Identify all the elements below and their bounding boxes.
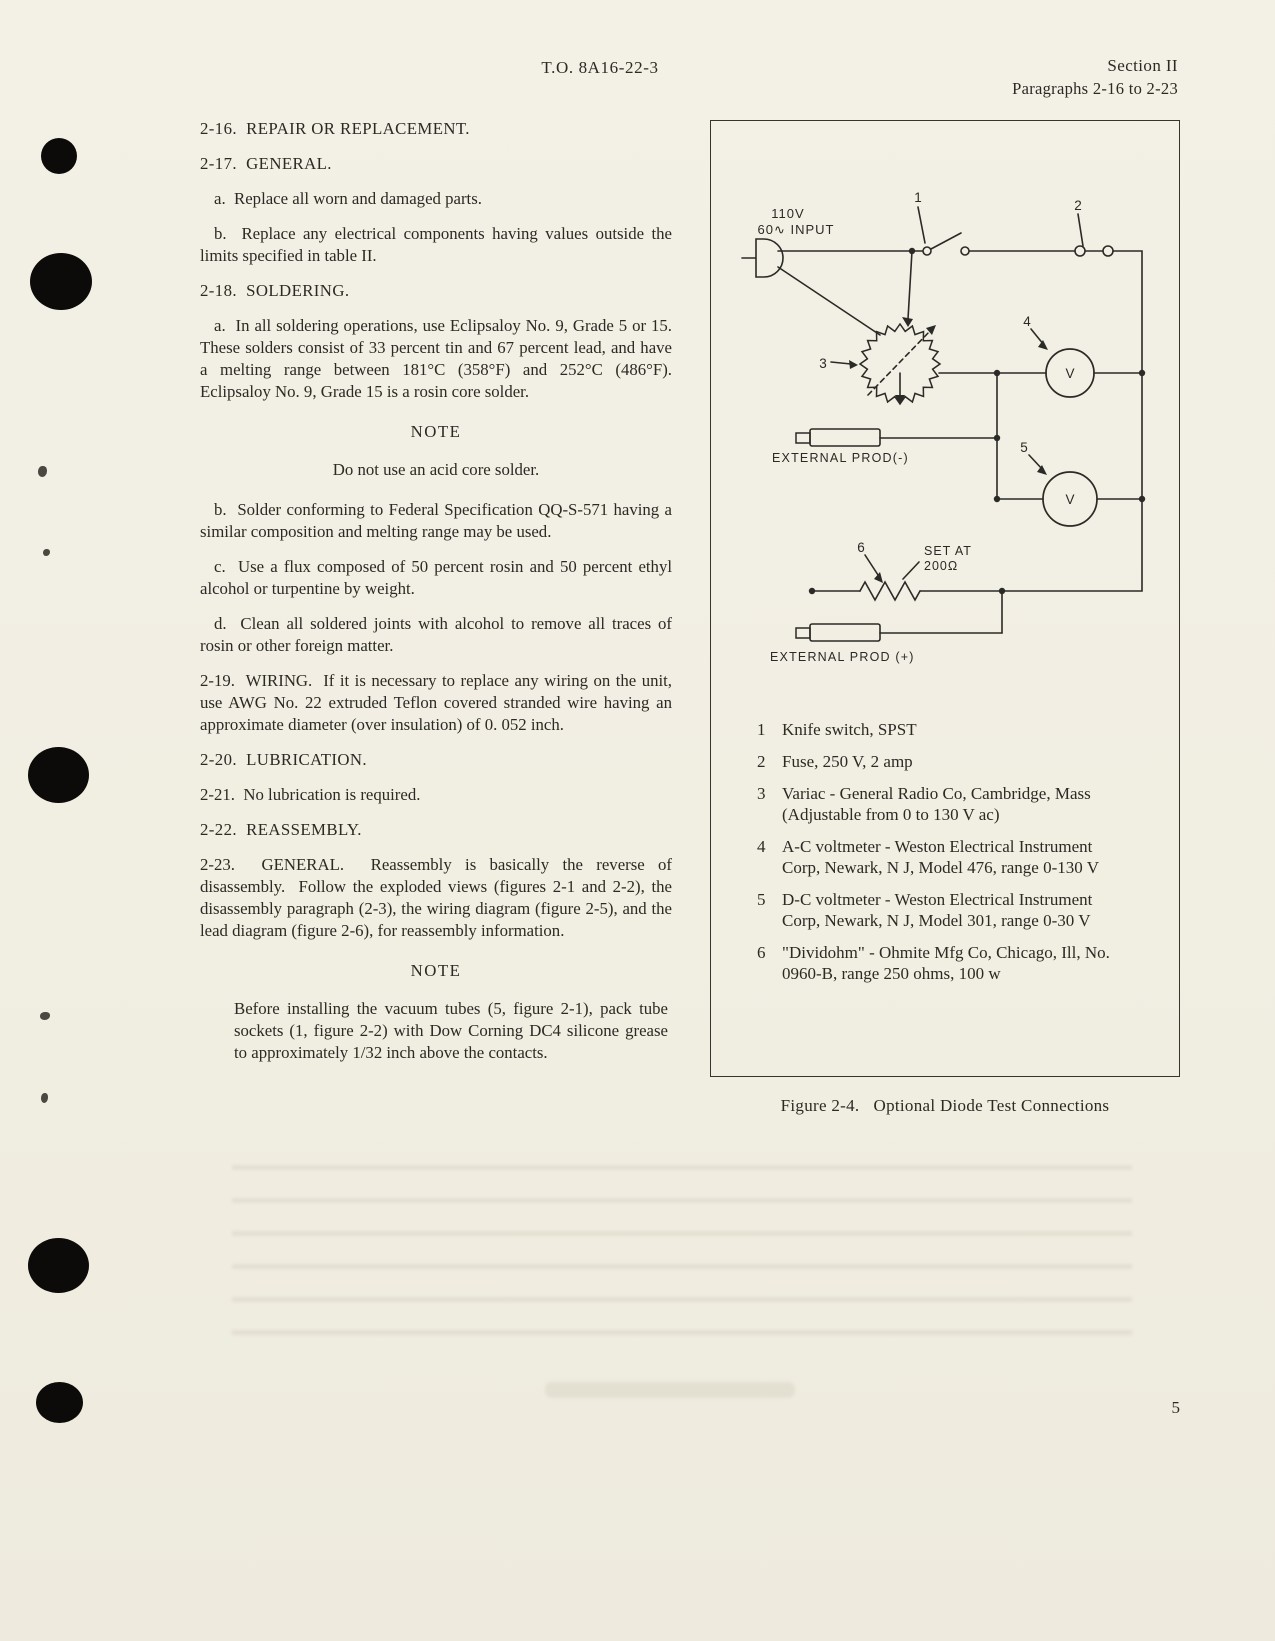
part-description: Variac - General Radio Co, Cambridge, Mass (Adjustable from 0 to 130 V ac) xyxy=(782,784,1091,824)
paragraph-2-18a: a. In all soldering operations, use Eclipsaloy No. 9, Grade 5 or 15. These solders consist of 33 percent tin and 67 percent lead, and have a melting range between 181°C (358°F) and 252°C (486°F). Eclipsaloy No. 9, Grade 15 is a rosin core solder. xyxy=(200,316,681,401)
callout-3-leader xyxy=(831,362,851,364)
probe-positive-body xyxy=(810,624,880,641)
callout-4: 4 xyxy=(1023,314,1031,329)
note-body: Do not use an acid core solder. xyxy=(332,460,540,479)
callout-2: 2 xyxy=(1074,198,1082,213)
scan-speck xyxy=(40,1012,50,1020)
figure-2-4-box xyxy=(710,120,1180,1077)
probe-negative-tip xyxy=(796,433,810,443)
parts-list-item xyxy=(757,942,1111,984)
dc-voltmeter-letter: V xyxy=(1065,492,1075,507)
parts-list-item xyxy=(757,751,1111,772)
scan-speck xyxy=(41,1093,48,1103)
technical-order-number: T.O. 8A16-22-3 xyxy=(541,58,659,77)
note-title: NOTE xyxy=(410,961,462,980)
part-description: Knife switch, SPST xyxy=(782,720,917,739)
parts-list-item xyxy=(757,719,1111,740)
section-label: Section II xyxy=(1107,56,1178,75)
paragraph-2-16-heading: 2-16. REPAIR OR REPLACEMENT. xyxy=(200,119,470,138)
input-voltage-label: 110V xyxy=(771,206,805,221)
text-column xyxy=(200,118,681,1076)
part-number: 5 xyxy=(757,890,766,909)
set-at-leader xyxy=(903,562,919,579)
binding-hole xyxy=(41,138,77,174)
part-description: D-C voltmeter - Weston Electrical Instrument Corp, Newark, N J, Model 301, range 0-30 V xyxy=(782,890,1093,930)
paragraph-2-17a: a. Replace all worn and damaged parts. xyxy=(214,189,482,208)
note-title: NOTE xyxy=(410,422,462,441)
scan-speck xyxy=(38,466,47,477)
knife-switch-blade xyxy=(931,233,961,249)
set-at-label: SET AT xyxy=(924,544,972,558)
binding-hole xyxy=(30,253,92,310)
paragraph-2-21: 2-21. No lubrication is required. xyxy=(200,785,421,804)
paragraph-2-17-heading: 2-17. GENERAL. xyxy=(200,154,332,173)
binding-hole xyxy=(28,747,89,803)
fuse-terminal xyxy=(1103,246,1113,256)
knife-switch-terminal xyxy=(923,247,931,255)
callout-1-leader xyxy=(918,207,925,243)
callout-6-leader xyxy=(865,555,880,578)
paragraph-2-23: 2-23. GENERAL. Reassembly is basically the reverse of disassembly. Follow the exploded views (figures 2-1 and 2-2), the disassembly paragraph (2-3), the wiring diagram (figure 2-5), and the lead diagram (figure 2-6), for reassembly information. xyxy=(200,855,677,940)
figure-caption-label: Figure 2-4. xyxy=(780,1096,860,1115)
ac-voltmeter-letter: V xyxy=(1065,366,1075,381)
figure-caption xyxy=(710,1096,1180,1116)
part-number: 3 xyxy=(757,784,766,803)
paragraph-2-18c: c. Use a flux composed of 50 percent rosin and 50 percent ethyl alcohol or turpentine by weight. xyxy=(200,557,677,598)
callout-2-leader xyxy=(1078,214,1083,246)
page-number: 5 xyxy=(1171,1398,1180,1417)
resistance-value-label: 200Ω xyxy=(924,559,959,573)
scan-speck xyxy=(43,549,50,556)
figure-caption-text: Optional Diode Test Connections xyxy=(873,1096,1110,1115)
bleed-through-smudge xyxy=(232,1150,1132,1358)
callout-3: 3 xyxy=(819,356,827,371)
bleed-through-smudge xyxy=(545,1382,795,1398)
parts-list-item xyxy=(757,836,1111,878)
part-description: Fuse, 250 V, 2 amp xyxy=(782,752,913,771)
input-frequency-label: 60∿ INPUT xyxy=(757,222,835,237)
paragraph-2-18d: d. Clean all soldered joints with alcohol to remove all traces of rosin or other foreign matter. xyxy=(200,614,677,655)
paragraph-2-17b: b. Replace any electrical components having values outside the limits specified in table II. xyxy=(200,224,677,265)
probe-positive-tip xyxy=(796,628,810,638)
paragraph-range-label: Paragraphs 2-16 to 2-23 xyxy=(1012,79,1178,98)
external-prod-negative-label: EXTERNAL PROD(-) xyxy=(772,451,909,465)
paragraph-2-22-heading: 2-22. REASSEMBLY. xyxy=(200,820,362,839)
callout-5: 5 xyxy=(1020,440,1028,455)
fuse-terminal xyxy=(1075,246,1085,256)
figure-parts-list xyxy=(757,719,1111,984)
callout-1: 1 xyxy=(914,190,922,205)
paragraph-2-19: 2-19. WIRING. If it is necessary to replace any wiring on the unit, use AWG No. 22 extruded Teflon covered stranded wire having an approximate diameter (over insulation) of 0. 052 inch. xyxy=(200,671,677,734)
binding-hole xyxy=(36,1382,83,1423)
resistor-symbol xyxy=(860,582,920,600)
part-description: A-C voltmeter - Weston Electrical Instrument Corp, Newark, N J, Model 476, range 0-130 V xyxy=(782,837,1099,877)
diode-test-circuit-diagram xyxy=(712,121,1178,713)
part-number: 4 xyxy=(757,837,766,856)
part-number: 1 xyxy=(757,720,766,739)
part-number: 2 xyxy=(757,752,766,771)
ac-plug-icon xyxy=(756,239,783,277)
parts-list-item xyxy=(757,783,1111,825)
knife-switch-terminal xyxy=(961,247,969,255)
binding-hole xyxy=(28,1238,89,1293)
parts-list-item xyxy=(757,889,1111,931)
note-body: Before installing the vacuum tubes (5, figure 2-1), pack tube sockets (1, figure 2-2) with Dow Corning DC4 silicone grease to approximately 1/32 inch above the contacts. xyxy=(234,999,673,1062)
part-description: "Dividohm" - Ohmite Mfg Co, Chicago, Ill, No. 0960-B, range 250 ohms, 100 w xyxy=(782,943,1110,983)
paragraph-2-18-heading: 2-18. SOLDERING. xyxy=(200,281,350,300)
callout-6: 6 xyxy=(857,540,865,555)
part-number: 6 xyxy=(757,943,766,962)
probe-negative-body xyxy=(810,429,880,446)
paragraph-2-18b: b. Solder conforming to Federal Specification QQ-S-571 having a similar composition and melting range may be used. xyxy=(200,500,677,541)
external-prod-positive-label: EXTERNAL PROD (+) xyxy=(770,650,915,664)
paragraph-2-20-heading: 2-20. LUBRICATION. xyxy=(200,750,368,769)
